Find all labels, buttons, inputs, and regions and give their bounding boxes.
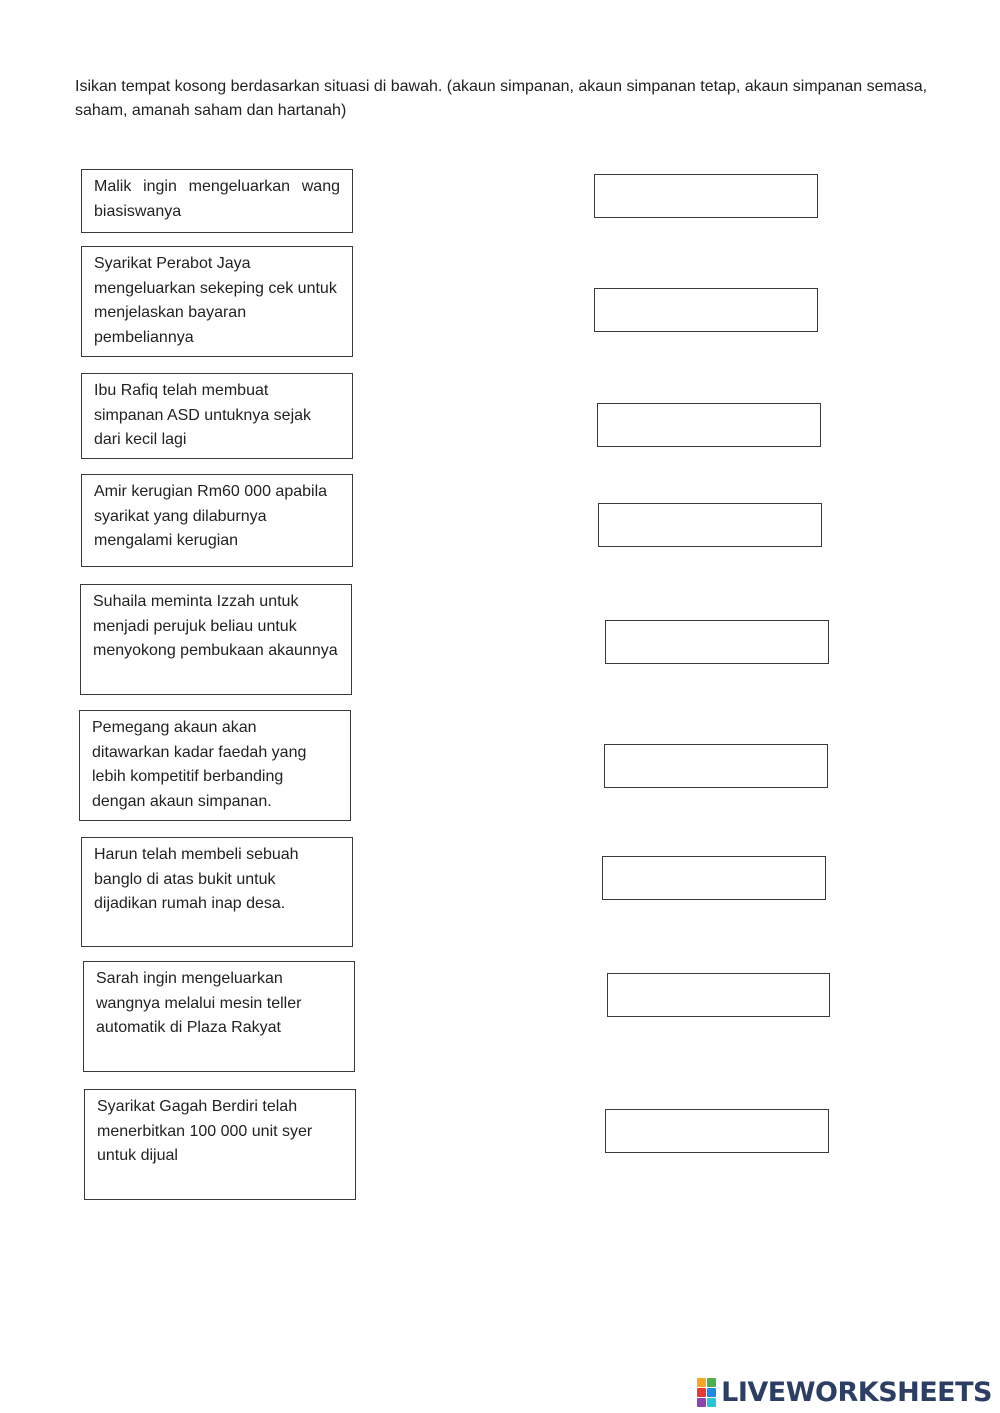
- situation-box-7: Harun telah membeli sebuah banglo di atas bukit untuk dijadikan rumah inap desa.: [81, 837, 353, 947]
- liveworksheets-logo-icon: [697, 1378, 716, 1407]
- situation-box-6: Pemegang akaun akan ditawarkan kadar faedah yang lebih kompetitif berbanding dengan akaun simpanan.: [79, 710, 351, 821]
- brand-name: LIVEWORKSHEETS: [721, 1376, 992, 1408]
- logo-tile: [697, 1398, 706, 1407]
- situation-box-5: Suhaila meminta Izzah untuk menjadi perujuk beliau untuk menyokong pembukaan akaunnya: [80, 584, 352, 695]
- answer-box-3[interactable]: [597, 403, 821, 447]
- instructions-text: Isikan tempat kosong berdasarkan situasi di bawah. (akaun simpanan, akaun simpanan tetap, akaun simpanan semasa, saham, amanah saham dan hartanah): [75, 78, 928, 119]
- logo-tile: [707, 1388, 716, 1397]
- logo-tile: [697, 1388, 706, 1397]
- answer-box-7[interactable]: [602, 856, 826, 900]
- answer-box-1[interactable]: [594, 174, 818, 218]
- situation-box-2: Syarikat Perabot Jaya mengeluarkan sekeping cek untuk menjelaskan bayaran pembeliannya: [81, 246, 353, 357]
- situation-box-9: Syarikat Gagah Berdiri telah menerbitkan 100 000 unit syer untuk dijual: [84, 1089, 356, 1200]
- situation-box-8: Sarah ingin mengeluarkan wangnya melalui mesin teller automatik di Plaza Rakyat: [83, 961, 355, 1072]
- answer-box-5[interactable]: [605, 620, 829, 664]
- logo-tile: [697, 1378, 706, 1387]
- logo-tile: [707, 1398, 716, 1407]
- logo-tile: [707, 1378, 716, 1387]
- answer-box-9[interactable]: [605, 1109, 829, 1153]
- liveworksheets-brand[interactable]: [697, 1375, 992, 1409]
- situation-box-3: Ibu Rafiq telah membuat simpanan ASD untuknya sejak dari kecil lagi: [81, 373, 353, 459]
- situation-box-4: Amir kerugian Rm60 000 apabila syarikat yang dilaburnya mengalami kerugian: [81, 474, 353, 567]
- answer-box-8[interactable]: [607, 973, 830, 1017]
- situation-box-1: Malik ingin mengeluarkan wang biasiswanya: [81, 169, 353, 233]
- answer-box-6[interactable]: [604, 744, 828, 788]
- answer-box-2[interactable]: [594, 288, 818, 332]
- answer-box-4[interactable]: [598, 503, 822, 547]
